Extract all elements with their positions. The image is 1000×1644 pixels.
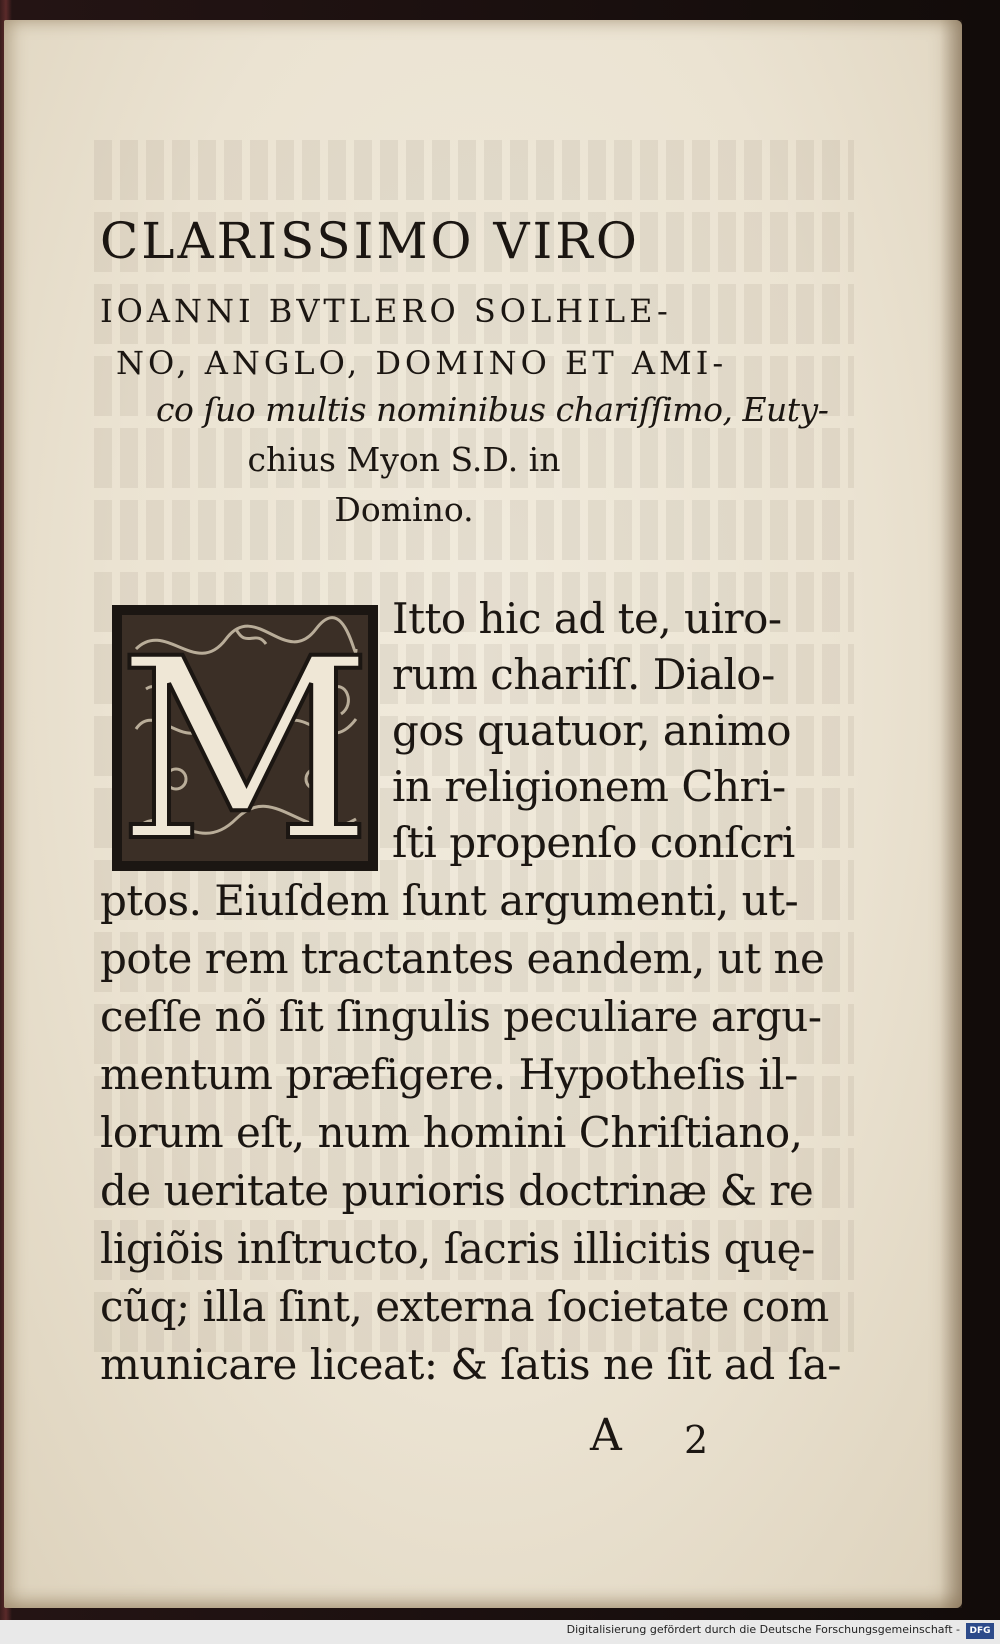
heading-line-6: Domino. — [334, 490, 474, 529]
heading-line-3: NO, ANGLO, DOMINO ET AMI- — [116, 344, 728, 382]
text-line: Itto hic ad te, uiro- — [392, 594, 782, 643]
book-page — [4, 20, 962, 1608]
text-line: lorum eſt, num homini Chriſtiano, — [100, 1108, 803, 1157]
footer-credit: Digitalisierung gefördert durch die Deutsche Forschungsgemeinschaft - — [566, 1623, 960, 1636]
text-line: pote rem tractantes eandem, ut ne — [100, 934, 825, 983]
page-edge-shadow — [940, 20, 962, 1608]
heading-line-1: CLARISSIMO VIRO — [100, 212, 640, 270]
text-line: mentum præfigere. Hypotheſis il- — [100, 1050, 798, 1099]
text-line: ptos. Eiuſdem ſunt argumenti, ut- — [100, 876, 799, 925]
text-line: cũq; illa ſint, externa ſocietate com — [100, 1282, 829, 1331]
text-line: rum chariſſ. Dialo- — [392, 650, 775, 699]
folio-number: 2 — [684, 1418, 709, 1462]
text-line: municare liceat: & ſatis ne ſit ad ſa- — [100, 1340, 841, 1389]
text-line: ligiõis inſtructo, ſacris illicitis quę- — [100, 1224, 815, 1273]
text-line: in religionem Chri- — [392, 762, 786, 811]
digitization-footer — [0, 1620, 1000, 1644]
dfg-logo: DFG — [966, 1623, 994, 1639]
text-line: ceſſe nõ ſit ſingulis peculiare argu- — [100, 992, 822, 1041]
decorated-initial — [112, 605, 378, 871]
signature-mark: A — [590, 1410, 622, 1461]
decorated-initial-art — [116, 609, 374, 867]
heading-line-2: IOANNI BVTLERO SOLHILE- — [100, 292, 672, 330]
text-line: de ueritate purioris doctrinæ & re — [100, 1166, 814, 1215]
text-line: ſti propenſo conſcri — [392, 818, 795, 867]
heading-line-5: chius Myon S.D. in — [247, 440, 561, 479]
text-line: gos quatuor, animo — [392, 706, 792, 755]
initial-letter: M — [117, 609, 373, 867]
heading-line-4: co ſuo multis nominibus chariſſimo, Euty- — [156, 390, 829, 429]
